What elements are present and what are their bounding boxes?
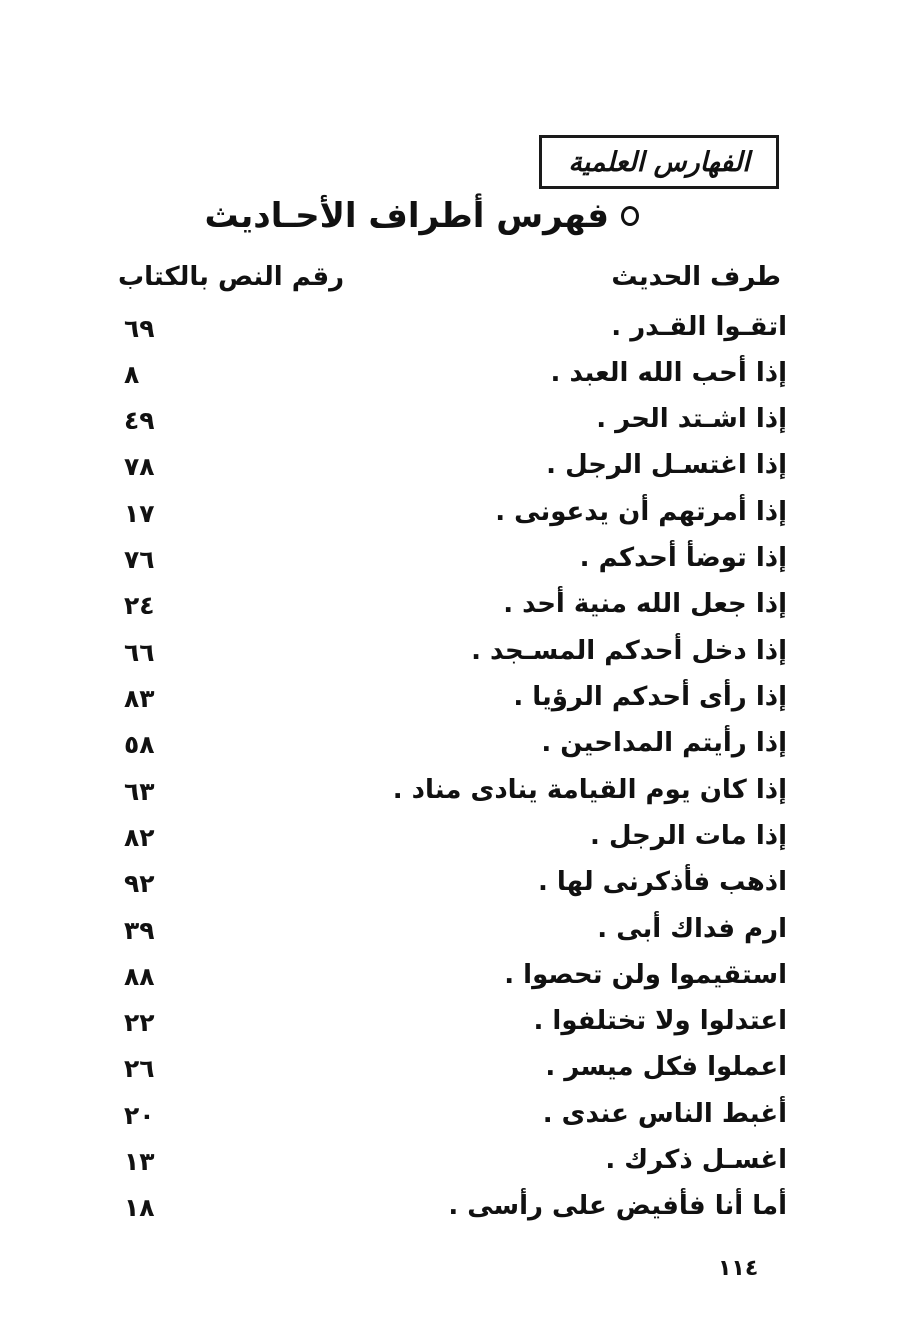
reference-number: ٣٩	[124, 916, 155, 945]
hadith-text: استقيموا ولن تحصوا .	[504, 960, 787, 990]
reference-number: ٦٩	[124, 314, 155, 343]
reference-number: ٨	[124, 360, 140, 389]
hadith-text: اغسـل ذكرك .	[605, 1145, 787, 1175]
list-item	[0, 1099, 901, 1139]
list-item	[0, 960, 901, 1000]
reference-number: ٩٢	[124, 869, 155, 898]
index-title	[205, 196, 640, 236]
reference-number: ٢٢	[124, 1008, 155, 1037]
list-item	[0, 728, 901, 768]
list-item	[0, 543, 901, 583]
reference-number: ٨٢	[124, 823, 155, 852]
hadith-text: ارم فداك أبى .	[597, 914, 787, 944]
reference-number: ٢٠	[124, 1101, 155, 1130]
list-item	[0, 497, 901, 537]
list-item	[0, 404, 901, 444]
list-item	[0, 312, 901, 352]
hadith-text: أغبط الناس عندى .	[542, 1099, 787, 1129]
list-item	[0, 450, 901, 490]
list-item	[0, 914, 901, 954]
reference-number: ٦٦	[124, 638, 155, 667]
hadith-text: إذا جعل الله منية أحد .	[503, 589, 787, 619]
column-header-hadith: طرف الحديث	[611, 262, 781, 292]
index-title-text: فهرس أطراف الأحـاديث	[204, 196, 609, 236]
reference-number: ٢٤	[124, 591, 155, 620]
list-item	[0, 775, 901, 815]
section-title-box	[539, 135, 779, 189]
reference-number: ٢٦	[124, 1054, 155, 1083]
hadith-text: إذا دخل أحدكم المسـجد .	[471, 636, 787, 666]
section-title: الفهارس العلمية	[568, 146, 750, 178]
hadith-text: إذا أمرتهم أن يدعونى .	[495, 497, 787, 527]
reference-number: ٧٦	[124, 545, 155, 574]
hadith-text: إذا توضأ أحدكم .	[579, 543, 787, 573]
reference-number: ٧٨	[124, 452, 155, 481]
hadith-text: إذا مات الرجل .	[590, 821, 787, 851]
hadith-text: إذا رأى أحدكم الرؤيا .	[513, 682, 787, 712]
page-number: ١١٤	[718, 1256, 759, 1281]
hadith-text: إذا اغتسـل الرجل .	[546, 450, 787, 480]
circle-icon	[621, 206, 639, 226]
hadith-text: اعتدلوا ولا تختلفوا .	[533, 1006, 787, 1036]
list-item	[0, 1191, 901, 1231]
hadith-text: إذا أحب الله العبد .	[550, 358, 787, 388]
hadith-text: أما أنا فأفيض على رأسى .	[448, 1191, 787, 1221]
column-header-number: رقم النص بالكتاب	[118, 262, 345, 292]
list-item	[0, 589, 901, 629]
list-item	[0, 1145, 901, 1185]
list-item	[0, 682, 901, 722]
reference-number: ٨٣	[124, 684, 155, 713]
reference-number: ١٨	[124, 1193, 155, 1222]
hadith-text: إذا كان يوم القيامة ينادى مناد .	[392, 775, 787, 805]
list-item	[0, 1052, 901, 1092]
hadith-text: اعملوا فكل ميسر .	[545, 1052, 787, 1082]
list-item	[0, 821, 901, 861]
reference-number: ٨٨	[124, 962, 155, 991]
list-item	[0, 636, 901, 676]
hadith-text: اذهب فأذكرنى لها .	[537, 867, 787, 897]
reference-number: ٥٨	[124, 730, 155, 759]
reference-number: ١٧	[124, 499, 155, 528]
list-item	[0, 358, 901, 398]
hadith-text: اتقـوا القـدر .	[611, 312, 787, 342]
reference-number: ٦٣	[124, 777, 155, 806]
hadith-text: إذا اشـتد الحر .	[596, 404, 787, 434]
list-item	[0, 867, 901, 907]
list-item	[0, 1006, 901, 1046]
reference-number: ٤٩	[124, 406, 155, 435]
reference-number: ١٣	[124, 1147, 155, 1176]
hadith-text: إذا رأيتم المداحين .	[541, 728, 787, 758]
